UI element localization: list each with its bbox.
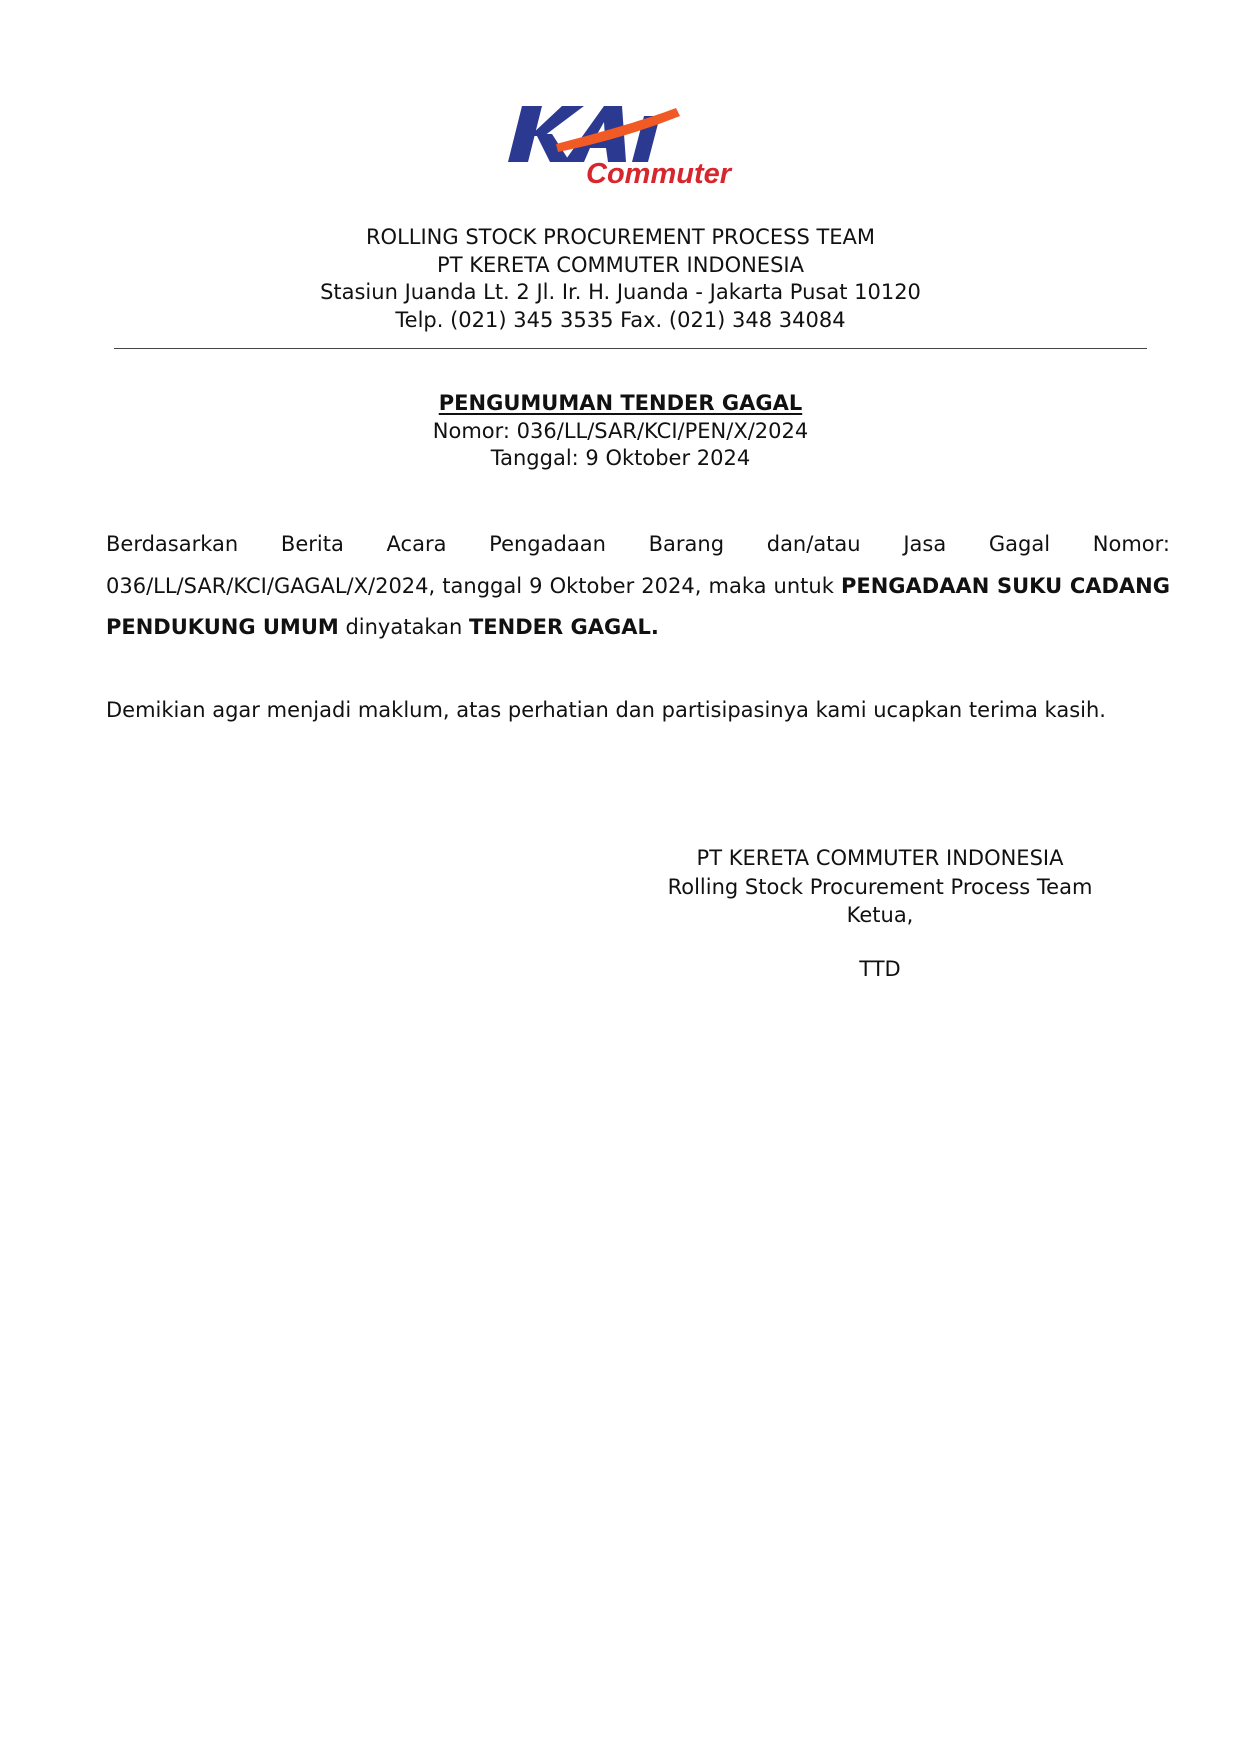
announcement-header [0,390,1241,473]
announcement-body [106,524,1170,649]
letterhead-company-name: PT KERETA COMMUTER INDONESIA [437,252,804,277]
announcement-number: Nomor: 036/LL/SAR/KCI/PEN/X/2024 [432,418,809,443]
closing-statement: Demikian agar menjadi maklum, atas perhatian dan partisipasinya kami ucapkan terima kasih. [106,698,1106,722]
letterhead-contact: Telp. (021) 345 3535 Fax. (021) 348 34084 [395,307,846,332]
header-divider [114,348,1147,349]
procurement-name: PENGADAAN SUKU CADANG PENDUKUNG UMUM [106,573,1170,639]
logo-commuter-text: Commuter [586,158,732,190]
kai-letters [508,106,680,162]
kai-commuter-logo [500,104,790,204]
letterhead-team-name: ROLLING STOCK PROCUREMENT PROCESS TEAM [365,225,876,249]
signature-company: PT KERETA COMMUTER INDONESIA [696,846,1064,870]
body-connector: dinyatakan [338,615,469,639]
tender-status: TENDER GAGAL. [468,615,659,639]
announcement-title: PENGUMUMAN TENDER GAGAL [438,391,803,415]
letterhead [0,224,1241,334]
signature-role: Ketua, [846,903,914,927]
body-intro: Berdasarkan Berita Acara Pengadaan Barang dan/atau Jasa Gagal Nomor: 036/LL/SAR/KCI/GAGAL/X/2024, tanggal 9 Oktober 2024, maka untuk [106,532,1170,598]
signature-block [650,844,1110,983]
signature-mark: TTD [859,956,901,981]
signature-team: Rolling Stock Procurement Process Team [667,874,1093,899]
letterhead-address: Stasiun Juanda Lt. 2 Jl. Ir. H. Juanda - Jakarta Pusat 10120 [320,280,921,304]
kai-commuter-logo-graphic [500,104,790,204]
announcement-date: Tanggal: 9 Oktober 2024 [490,446,751,470]
